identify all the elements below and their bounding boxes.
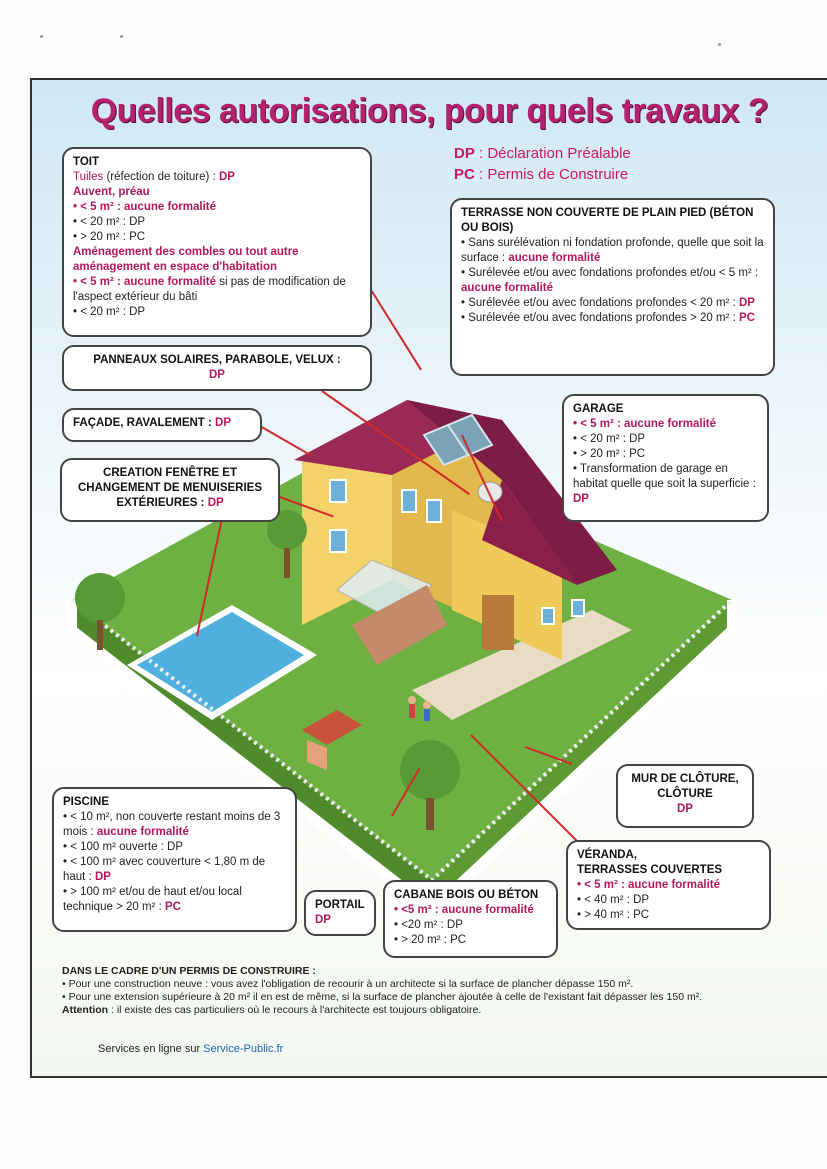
scan-speck (718, 43, 721, 46)
panneaux-box (62, 345, 372, 391)
terrasse-l4-a: • Surélevée et/ou avec fondations profondes > 20 m² : (461, 312, 739, 324)
fenetre-line3: EXTÉRIEURES : (116, 497, 208, 509)
mur-line2: CLÔTURE (657, 788, 713, 800)
garage-heading: GARAGE (573, 403, 624, 415)
legend-dp-abbr: DP (454, 145, 475, 162)
toit-b2: • < 20 m² : DP (73, 306, 146, 318)
poster (30, 78, 827, 1078)
toit-tuiles: Tuiles (73, 171, 104, 183)
mur-line1: MUR DE CLÔTURE, (631, 773, 739, 785)
piscine-box (52, 787, 297, 932)
facade-label: FAÇADE, RAVALEMENT : (73, 417, 216, 429)
panneaux-dp: DP (209, 369, 225, 381)
toit-auvent: Auvent, préau (73, 186, 150, 198)
facade-box (62, 408, 262, 442)
services-link[interactable]: Service-Public.fr (203, 1043, 284, 1055)
veranda-l3: • > 40 m² : PC (577, 909, 650, 921)
mur-dp: DP (677, 803, 693, 815)
cabane-box (383, 880, 558, 958)
piscine-heading: PISCINE (63, 796, 110, 808)
piscine-l3-b: DP (94, 871, 111, 883)
toit-heading: TOIT (73, 156, 99, 168)
veranda-box (566, 840, 771, 930)
terrasse-l2-b: aucune formalité (461, 282, 554, 294)
scan-speck (120, 35, 123, 38)
legend (454, 143, 631, 185)
garage-l4-b: DP (573, 493, 589, 505)
toit-tuiles-desc: (réfection de toiture) : (103, 171, 219, 183)
scan-speck (40, 35, 43, 38)
piscine-l3-a: • < 100 m² avec couverture < 1,80 m de haut : (63, 856, 266, 883)
veranda-heading1: VÉRANDA, (577, 849, 638, 861)
toit-b1-a: • < 5 m² : aucune formalité (73, 276, 217, 288)
toit-a3: • > 20 m² : PC (73, 231, 146, 243)
fenetre-box (60, 458, 280, 522)
footer-l3: : il existe des cas particuliers où le recours à l'architecte est toujours obligatoire. (108, 1004, 482, 1016)
garage-door (482, 595, 514, 650)
toit-a1: • < 5 m² : aucune formalité (73, 201, 217, 213)
veranda-l1: • < 5 m² : aucune formalité (577, 879, 721, 891)
footer-attention: Attention (62, 1004, 109, 1016)
tree (75, 573, 125, 623)
poster-title: Quelles autorisations, pour quels travaux ? (90, 92, 769, 130)
garage-l2: • < 20 m² : DP (573, 433, 646, 445)
panneaux-line1: PANNEAUX SOLAIRES, PARABOLE, VELUX : (93, 354, 341, 366)
veranda-heading2: TERRASSES COUVERTES (577, 864, 723, 876)
facade-dp: DP (215, 417, 232, 429)
terrasse-l1-a: • Sans surélévation ni fondation profonde, quelle que soit la surface : (461, 237, 764, 264)
portail-box (304, 890, 376, 936)
piscine-l2: • < 100 m² ouverte : DP (63, 841, 184, 853)
portail-dp: DP (315, 914, 331, 926)
footer-l2: • Pour une extension supérieure à 20 m² il en est de même, si la surface de plancher ajoutée à celle de l'existant fait dépasser les 150 m². (62, 991, 703, 1003)
piscine-l1-b: aucune formalité (96, 826, 189, 838)
footer-note (62, 965, 802, 1017)
terrasse-l3-a: • Surélevée et/ou avec fondations profondes < 20 m² : (461, 297, 739, 309)
terrasse-l3-b: DP (738, 297, 755, 309)
services-line (98, 1043, 283, 1055)
piscine-l1-a: • < 10 m², non couverte restant moins de 3 mois : (63, 811, 281, 838)
mur-box (616, 764, 754, 828)
terrasse-l2-a: • Surélevée et/ou avec fondations profondes et/ou < 5 m² : (461, 267, 759, 279)
legend-pc-text: : Permis de Construire (474, 166, 629, 183)
footer-heading: DANS LE CADRE D'UN PERMIS DE CONSTRUIRE : (62, 965, 316, 977)
cabane-l3: • > 20 m² : PC (394, 934, 467, 946)
cabane-heading: CABANE BOIS OU BÉTON (394, 889, 539, 901)
cabane-l1: • <5 m² : aucune formalité (394, 904, 534, 916)
fenetre-line1: CREATION FENÊTRE ET (103, 467, 237, 479)
garage-box (562, 394, 769, 522)
garage-l4-a: • Transformation de garage en habitat quelle que soit la superficie : (573, 463, 756, 490)
toit-tuiles-dp: DP (218, 171, 235, 183)
cabane-l2: • <20 m² : DP (394, 919, 463, 931)
legend-pc-abbr: PC (454, 166, 475, 183)
garage-l1: • < 5 m² : aucune formalité (573, 418, 717, 430)
terrasse-heading: TERRASSE NON COUVERTE DE PLAIN PIED (BÉTON OU BOIS) (461, 207, 754, 234)
toit-a2: • < 20 m² : DP (73, 216, 146, 228)
piscine-l4-b: PC (164, 901, 181, 913)
piscine-l4-a: • > 100 m² et/ou de haut et/ou local technique > 20 m² : (63, 886, 242, 913)
fenetre-dp: DP (207, 497, 224, 509)
terrasse-box (450, 198, 775, 376)
veranda-l2: • < 40 m² : DP (577, 894, 650, 906)
services-prefix: Services en ligne sur (98, 1043, 204, 1055)
portail-label: PORTAIL (315, 899, 365, 911)
terrasse-l4-b: PC (738, 312, 755, 324)
fenetre-line2: CHANGEMENT DE MENUISERIES (77, 482, 263, 494)
legend-dp-text: : Déclaration Préalable (474, 145, 631, 162)
tree (400, 740, 460, 800)
terrasse-l1-b: aucune formalité (508, 252, 601, 264)
toit-b1-b: si pas de modification de l'aspect extérieur du bâti (73, 276, 346, 303)
footer-l1: • Pour une construction neuve : vous avez l'obligation de recourir à un architecte si la surface de plancher dépasse 150 m². (62, 978, 634, 990)
toit-box (62, 147, 372, 337)
toit-amenagement: Aménagement des combles ou tout autre aménagement en espace d'habitation (73, 246, 299, 273)
garage-l3: • > 20 m² : PC (573, 448, 646, 460)
